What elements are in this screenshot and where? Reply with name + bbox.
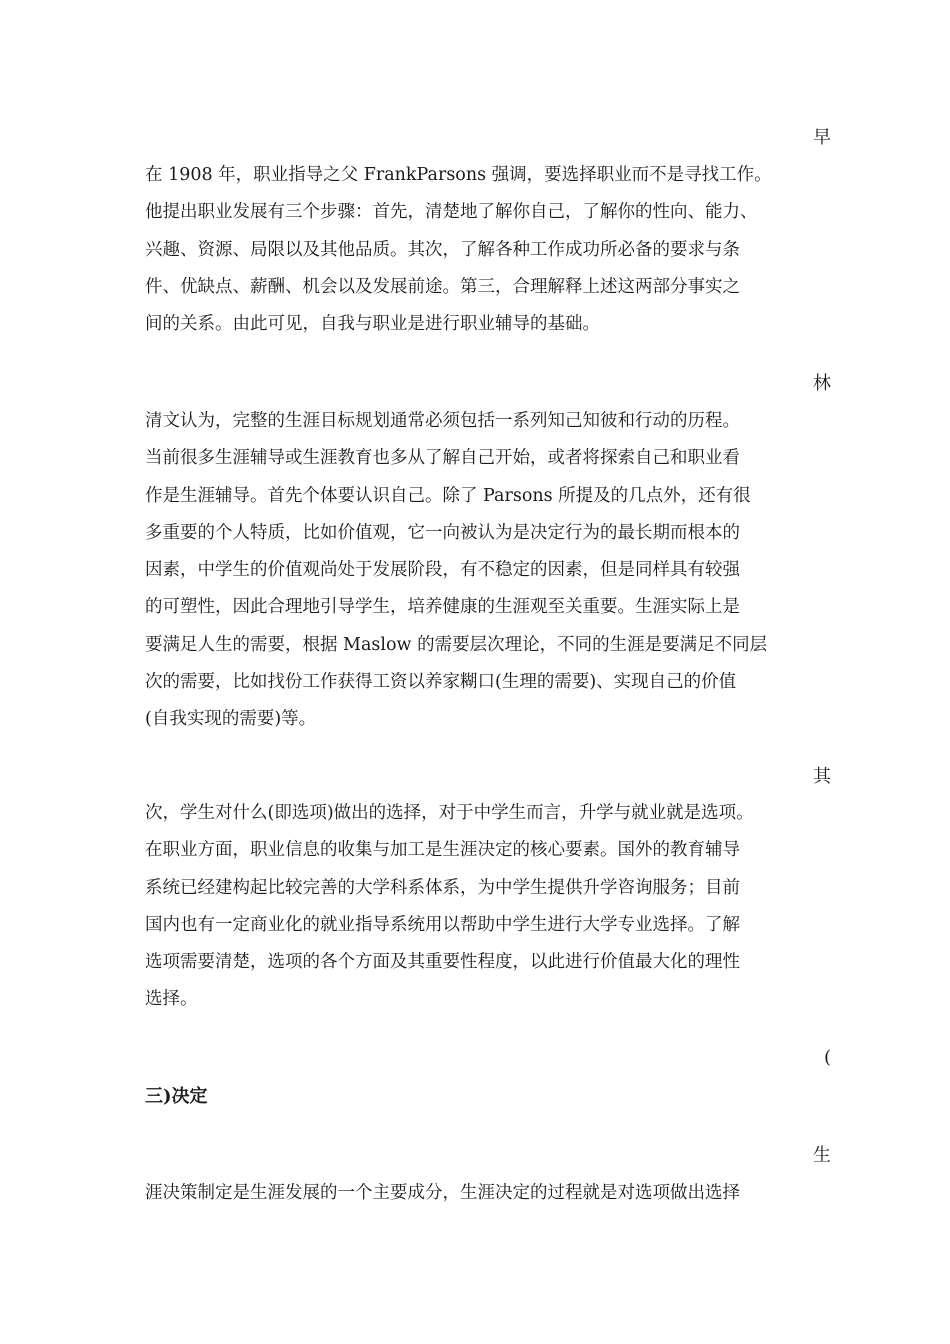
paragraph-line: 他提出职业发展有三个步骤：首先，清楚地了解你自己，了解你的性向、能力、	[145, 202, 758, 223]
section-heading: 三)决定	[145, 1086, 208, 1107]
paragraph-line: 当前很多生涯辅导或生涯教育也多从了解自己开始，或者将探索自己和职业看	[145, 448, 740, 469]
section-4-lead-char: (	[823, 1047, 831, 1068]
paragraph-line: 兴趣、资源、局限以及其他品质。其次，了解各种工作成功所必备的要求与条	[145, 239, 740, 260]
section-5-lead-char: 生	[813, 1145, 831, 1166]
section-2-lead-char: 林	[813, 373, 831, 394]
paragraph-line: 清文认为，完整的生涯目标规划通常必须包括一系列知己知彼和行动的历程。	[145, 411, 740, 431]
paragraph-line: 国内也有一定商业化的就业指导系统用以帮助中学生进行大学专业选择。了解	[145, 914, 740, 935]
paragraph-line: 多重要的个人特质，比如价值观，它一向被认为是决定行为的最长期而根本的	[145, 522, 740, 543]
paragraph-line: 因素，中学生的价值观尚处于发展阶段，有不稳定的因素，但是同样具有较强	[145, 560, 740, 581]
section-1-lead-char: 早	[813, 127, 831, 148]
section-3-lead-char: 其	[813, 766, 831, 787]
paragraph-line: 次的需要，比如找份工作获得工资以养家糊口(生理的需要)、实现自己的价值	[145, 672, 737, 693]
paragraph-line: (自我实现的需要)等。	[145, 709, 317, 730]
section-2-paragraph	[145, 403, 817, 739]
section-1-paragraph	[145, 157, 817, 343]
paragraph-line: 要满足人生的需要，根据 Maslow 的需要层次理论，不同的生涯是要满足不同层	[145, 634, 768, 655]
paragraph-line: 选项需要清楚，选项的各个方面及其重要性程度，以此进行价值最大化的理性	[145, 952, 740, 973]
paragraph-line: 系统已经建构起比较完善的大学科系体系，为中学生提供升学咨询服务；目前	[145, 877, 740, 898]
paragraph-line: 在 1908 年，职业指导之父 FrankParsons 强调，要选择职业而不是寻找工作。	[145, 165, 772, 185]
paragraph-line: 选择。	[145, 989, 198, 1010]
paragraph-line: 间的关系。由此可见，自我与职业是进行职业辅导的基础。	[145, 314, 600, 335]
paragraph-line: 作是生涯辅导。首先个体要认识自己。除了 Parsons 所提及的几点外，还有很	[145, 485, 751, 506]
paragraph-line: 件、优缺点、薪酬、机会以及发展前途。第三，合理解释上述这两部分事实之	[145, 276, 740, 297]
section-5-paragraph	[145, 1175, 817, 1212]
paragraph-line: 涯决策制定是生涯发展的一个主要成分，生涯决定的过程就是对选项做出选择	[145, 1183, 740, 1203]
paragraph-line: 在职业方面，职业信息的收集与加工是生涯决定的核心要素。国外的教育辅导	[145, 840, 740, 861]
paragraph-line: 次，学生对什么(即选项)做出的选择，对于中学生而言，升学与就业就是选项。	[145, 803, 754, 823]
section-3-paragraph	[145, 795, 817, 1019]
paragraph-line: 的可塑性，因此合理地引导学生，培养健康的生涯观至关重要。生涯实际上是	[145, 597, 740, 618]
